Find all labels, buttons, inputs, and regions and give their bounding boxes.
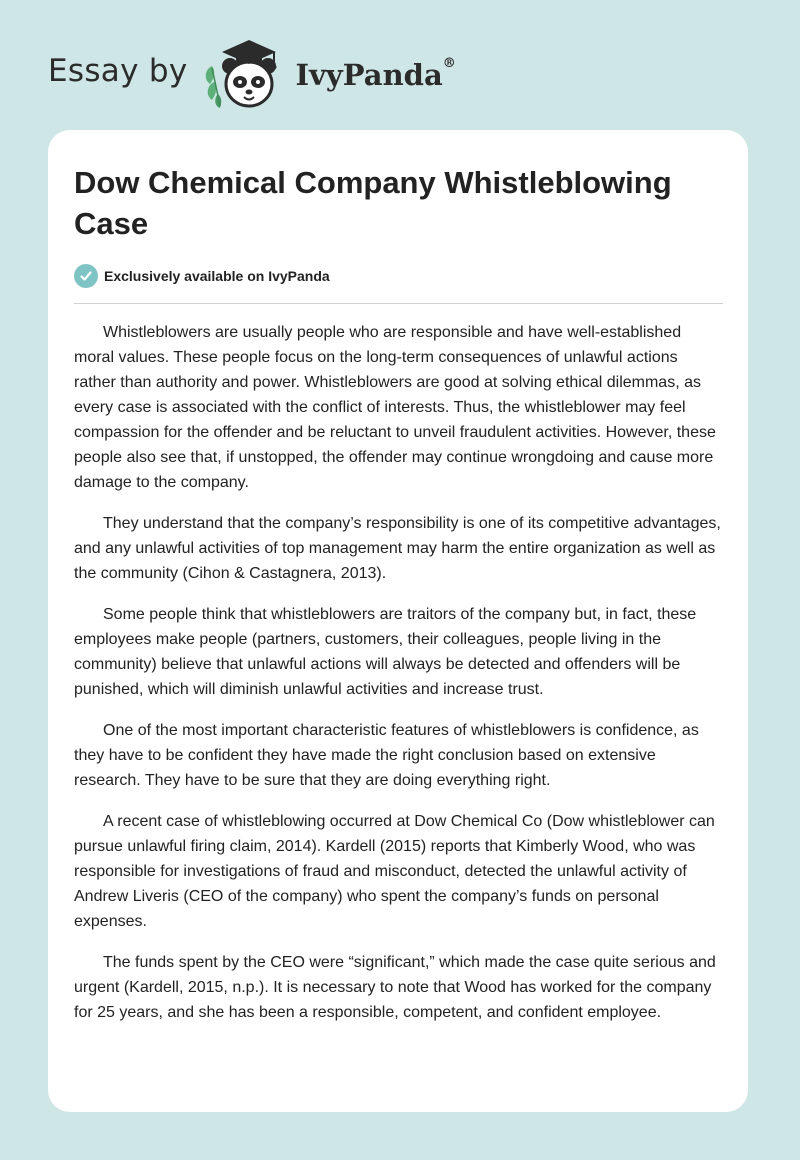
essay-card — [48, 130, 748, 1112]
paragraph: One of the most important characteristic features of whistleblowers is confidence, as they have to be confident they have made the right conclusion based on extensive research. They have to be sure that they are doing everything right. — [74, 722, 699, 789]
site-header — [48, 36, 456, 112]
panda-logo-icon[interactable] — [200, 36, 292, 112]
paragraph: Whistleblowers are usually people who are responsible and have well-established moral values. These people focus on the long-term consequences of unlawful actions rather than authority and power. Whistleblowers are good at solving ethical dilemmas, as every case is associated with the conflict of interests. Thus, the whistleblower may feel compassion for the offender and be reluctant to unveil fraudulent activities. However, these people also see that, if unstopped, the offender may continue wrongdoing and cause more damage to the company. — [74, 324, 716, 491]
essay-body — [74, 320, 723, 1041]
page-title: Dow Chemical Company Whistleblowing Case — [74, 165, 672, 241]
divider — [74, 303, 723, 304]
check-circle-icon — [74, 264, 98, 288]
paragraph: Some people think that whistleblowers are traitors of the company but, in fact, these employees make people (partners, customers, their colleagues, people living in the community) believe that unlawful actions will always be detected and offenders will be punished, which will diminish unlawful activities and increase trust. — [74, 606, 697, 698]
paragraph: They understand that the company’s responsibility is one of its competitive advantages, and any unlawful activities of top management may harm the entire organization as well as the community (Cihon & Castagnera, 2013). — [74, 515, 721, 582]
exclusive-badge — [74, 264, 330, 288]
trademark-symbol: ® — [442, 56, 456, 71]
paragraph: The funds spent by the CEO were “significant,” which made the case quite serious and urgent (Kardell, 2015, n.p.). It is necessary to note that Wood has worked for the company for 25 years, and she has been a responsible, competent, and confident employee. — [74, 954, 716, 1021]
ivy-leaf-icon — [205, 66, 221, 108]
paragraph: A recent case of whistleblowing occurred at Dow Chemical Co (Dow whistleblower can pursue unlawful firing claim, 2014). Kardell (2015) reports that Kimberly Wood, who was responsible for investigations of fraud and misconduct, detected the unlawful activity of Andrew Liveris (CEO of the company) who spent the company’s funds on personal expenses. — [74, 813, 715, 930]
brand-name[interactable]: IvyPanda® — [295, 56, 456, 92]
brand-prefix: Essay by — [48, 53, 188, 89]
badge-label: Exclusively available on IvyPanda — [104, 268, 330, 284]
